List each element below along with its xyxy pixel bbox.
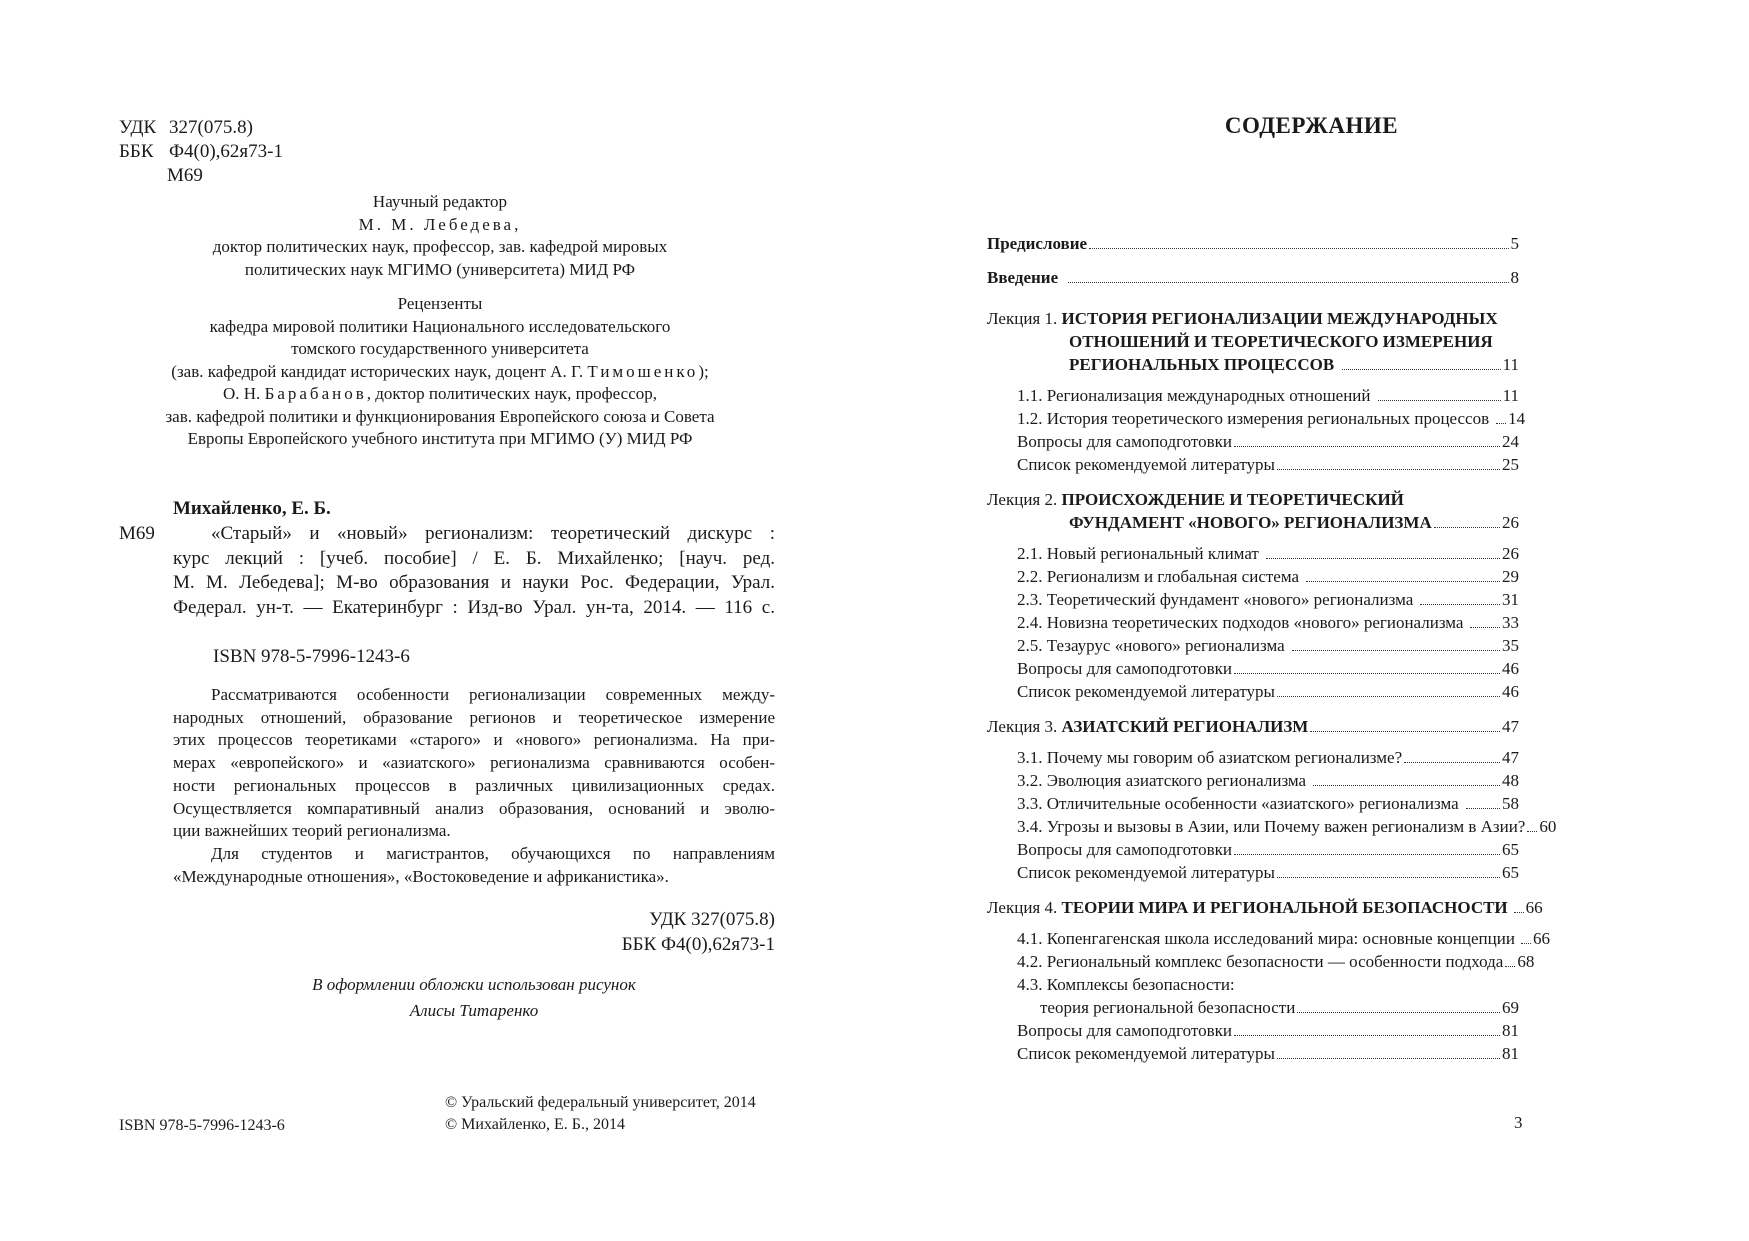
abstract-line-3: этих процессов теоретиками «старого» и «нового» регионализма. На при-: [173, 730, 775, 750]
toc-item[interactable]: [987, 769, 1519, 792]
toc-page: 81: [1502, 1044, 1519, 1063]
lecture-label: Лекция 4.: [987, 898, 1062, 917]
abstract-line-5: ности региональных процессов в различных цивилизационных средах.: [173, 775, 775, 795]
toc-item[interactable]: [987, 1042, 1519, 1065]
toc-leader: [1277, 696, 1500, 697]
toc-leader: [1310, 731, 1500, 732]
toc-leader: [1089, 248, 1508, 249]
toc-page: 35: [1502, 636, 1519, 655]
toc-item-title-line-1[interactable]: 4.3. Комплексы безопасности:: [1017, 975, 1235, 994]
udk-right: УДК 327(075.8): [649, 909, 775, 930]
scientific-editor: [100, 191, 780, 281]
abstract-audience-line-2: «Международные отношения», «Востоковедение и африканистика».: [173, 866, 669, 886]
toc-entry-title: Список рекомендуемой литературы: [1017, 1044, 1275, 1063]
toc-lecture-4[interactable]: [987, 896, 1543, 919]
editor-heading: Научный редактор: [372, 192, 508, 211]
isbn-bottom: ISBN 978-5-7996-1243-6: [119, 1117, 285, 1134]
toc-entry-title: 3.2. Эволюция азиатского регионализма: [1017, 771, 1307, 790]
toc-entry-title: 4.1. Копенгагенская школа исследований мира: основные концепции: [1017, 929, 1515, 948]
toc-leader: [1297, 1012, 1500, 1013]
toc-item[interactable]: [987, 588, 1519, 611]
toc-page: 68: [1517, 952, 1535, 971]
abstract: [173, 684, 775, 888]
toc-entry-title: Вопросы для самоподготовки: [1017, 432, 1233, 451]
toc-page: 69: [1502, 998, 1519, 1017]
abstract-line-4: мерах «европейского» и «азиатского» регионализма сравниваются особен-: [173, 753, 775, 773]
toc-intro[interactable]: [987, 266, 1519, 289]
cover-note-line-1: В оформлении обложки использован рисунок: [312, 975, 636, 994]
toc-page: 26: [1502, 544, 1519, 563]
reviewers-line-4c: , доктор политических наук, профессор,: [366, 384, 657, 403]
toc-page: 25: [1502, 455, 1519, 474]
toc-leader: [1470, 627, 1500, 628]
cover-note: [173, 972, 775, 1024]
toc-page: 5: [1510, 234, 1519, 253]
lecture-label: Лекция 1.: [987, 309, 1062, 328]
toc-preface[interactable]: [987, 232, 1519, 255]
bib-line-1: «Старый» и «новый» регионализм: теоретический дискурс :: [211, 523, 775, 544]
lecture-label: Лекция 2.: [987, 490, 1062, 509]
toc-page: 66: [1525, 898, 1543, 917]
editor-line-2: политических наук МГИМО (университета) МИД РФ: [244, 259, 636, 279]
bib-line-4: Федерал. ун-т. — Екатеринбург : Изд-во Урал. ун-та, 2014. — 116 с.: [173, 596, 775, 618]
toc-leader: [1234, 446, 1500, 447]
toc-leader: [1378, 400, 1501, 401]
toc-page: 33: [1502, 613, 1519, 632]
toc-leader: [1434, 527, 1500, 528]
toc-item[interactable]: [987, 680, 1519, 703]
toc-entry-title: 1.2. История теоретического измерения региональных процессов: [1017, 409, 1490, 428]
toc-leader: [1277, 877, 1500, 878]
toc-page: 46: [1502, 659, 1519, 678]
lecture-title-line: РЕГИОНАЛЬНЫХ ПРОЦЕССОВ: [1069, 355, 1335, 374]
toc-lecture-1-line-3[interactable]: [987, 353, 1519, 376]
right-page: [874, 0, 1749, 1241]
toc-item[interactable]: [987, 430, 1519, 453]
toc-page: 65: [1502, 840, 1519, 859]
reviewers-line-4: [100, 383, 780, 406]
reviewers-line-2: томского государственного университета: [291, 339, 589, 358]
toc-item[interactable]: [987, 542, 1519, 565]
toc-entry-title: 3.3. Отличительные особенности «азиатского» регионализма: [1017, 794, 1459, 813]
toc-page: 8: [1510, 268, 1519, 287]
toc-leader: [1527, 831, 1537, 832]
abstract-line-7: ции важнейших теорий регионализма.: [173, 821, 451, 841]
toc-entry-title: 1.1. Регионализация международных отношений: [1017, 386, 1371, 405]
lecture-title-line: ФУНДАМЕНТ «НОВОГО» РЕГИОНАЛИЗМА: [1069, 513, 1432, 532]
toc-entry-title: теория региональной безопасности: [1040, 998, 1296, 1017]
toc-item[interactable]: [987, 815, 1557, 838]
toc-entry-title: Список рекомендуемой литературы: [1017, 682, 1275, 701]
toc-item[interactable]: [987, 950, 1535, 973]
toc-entry-title: 2.3. Теоретический фундамент «нового» регионализма: [1017, 590, 1414, 609]
toc-entry-title: 2.2. Регионализм и глобальная система: [1017, 567, 1300, 586]
editor-line-1: доктор политических наук, профессор, зав. кафедрой мировых: [212, 237, 668, 256]
toc-leader: [1266, 558, 1500, 559]
toc-page: 11: [1502, 355, 1519, 374]
bib-line-2: курс лекций : [учеб. пособие] / Е. Б. Михайленко; [науч. ред.: [173, 547, 775, 569]
toc-lecture-3[interactable]: [987, 715, 1519, 738]
toc-item[interactable]: [987, 838, 1519, 861]
reviewers-heading: Рецензенты: [397, 294, 483, 313]
toc-item[interactable]: [987, 792, 1519, 815]
toc-entry-title: Вопросы для самоподготовки: [1017, 840, 1233, 859]
toc-item[interactable]: [987, 861, 1519, 884]
reviewers-line-6: Европы Европейского учебного института при МГИМО (У) МИД РФ: [187, 429, 693, 448]
toc-leader: [1277, 469, 1500, 470]
toc-item[interactable]: [987, 1019, 1519, 1042]
bbk-label: ББК: [119, 141, 154, 162]
bib-text: [119, 522, 775, 620]
copyright-line-1: © Уральский федеральный университет, 2014: [445, 1094, 756, 1111]
toc-page: 48: [1502, 771, 1519, 790]
toc-lecture-2-line-2[interactable]: [987, 511, 1519, 534]
toc-entry-title: Список рекомендуемой литературы: [1017, 455, 1275, 474]
toc-leader: [1068, 282, 1508, 283]
reviewer-name-1: Тимошенко: [587, 361, 699, 381]
toc-page: 26: [1502, 513, 1519, 532]
left-page: [0, 0, 874, 1241]
toc-item[interactable]: [987, 565, 1519, 588]
toc-leader: [1404, 762, 1500, 763]
reviewers-line-4a: О. Н.: [223, 384, 265, 403]
toc-entry-title: 3.1. Почему мы говорим об азиатском регионализме?: [1017, 748, 1403, 767]
reviewers-line-3c: );: [698, 361, 709, 381]
lecture-heading: [987, 715, 1310, 738]
toc-item[interactable]: [987, 611, 1519, 634]
toc-entry-title: Вопросы для самоподготовки: [1017, 1021, 1233, 1040]
cover-note-line-2: Алисы Титаренко: [409, 1001, 539, 1020]
toc-leader: [1521, 943, 1531, 944]
udk-value: 327(075.8): [169, 117, 253, 138]
lecture-title-line: ПРОИСХОЖДЕНИЕ И ТЕОРЕТИЧЕСКИЙ: [1061, 490, 1404, 509]
abstract-line-1: Рассматриваются особенности регионализации современных между-: [211, 685, 775, 704]
author-mark: М69: [167, 165, 203, 186]
toc-title: СОДЕРЖАНИЕ: [1224, 113, 1399, 138]
toc-page: 47: [1502, 717, 1519, 736]
toc-leader: [1505, 966, 1515, 967]
toc-entry-title: Список рекомендуемой литературы: [1017, 863, 1275, 882]
toc-item[interactable]: [987, 927, 1550, 950]
reviewers-line-3: [100, 361, 780, 384]
toc-item[interactable]: [987, 407, 1526, 430]
reviewers-line-1: кафедра мировой политики Национального исследовательского: [209, 316, 671, 336]
toc-page: 14: [1508, 409, 1526, 428]
toc-page: 24: [1502, 432, 1519, 451]
toc-entry-title: 4.2. Региональный комплекс безопасности — особенности подхода: [1017, 952, 1504, 971]
abstract-audience-line-1: Для студентов и магистрантов, обучающихся по направлениям: [211, 843, 775, 863]
toc-entry-title: 2.5. Тезаурус «нового» регионализма: [1017, 636, 1285, 655]
lecture-label: Лекция 3.: [987, 717, 1062, 736]
toc-page: 47: [1502, 748, 1519, 767]
classification-codes-right: [480, 907, 775, 957]
toc-leader: [1514, 912, 1524, 913]
toc-item[interactable]: [987, 746, 1519, 769]
lecture-title-line: ТЕОРИИ МИРА И РЕГИОНАЛЬНОЙ БЕЗОПАСНОСТИ: [1061, 898, 1508, 917]
toc-lecture-1-line-2: ОТНОШЕНИЙ И ТЕОРЕТИЧЕСКОГО ИЗМЕРЕНИЯ: [1069, 332, 1493, 351]
toc-page: 29: [1502, 567, 1519, 586]
copyright-line-2: © Михайленко, Е. Б., 2014: [445, 1116, 625, 1133]
toc-entry-title: 2.1. Новый региональный климат: [1017, 544, 1259, 563]
lecture-title-line: АЗИАТСКИЙ РЕГИОНАЛИЗМ: [1061, 717, 1309, 736]
toc-lecture-2-line-1[interactable]: [987, 488, 1519, 511]
classification-codes: [119, 116, 283, 188]
toc-leader: [1306, 581, 1500, 582]
toc-page: 58: [1502, 794, 1519, 813]
book-author: Михайленко, Е. Б.: [173, 498, 331, 519]
reviewers-line-3a: (зав. кафедрой кандидат исторических наук, доцент А. Г.: [171, 361, 588, 381]
toc-entry-title: Вопросы для самоподготовки: [1017, 659, 1233, 678]
abstract-line-6: Осуществляется компаративный анализ образования, оснований и эволю-: [173, 798, 775, 818]
bib-line-3: М. М. Лебедева]; М-во образования и науки Рос. Федерации, Урал.: [173, 572, 775, 593]
editor-name: М. М. Лебедева,: [358, 214, 522, 234]
toc-leader: [1466, 808, 1500, 809]
toc-entry-title: Введение: [987, 268, 1059, 287]
table-of-contents: [987, 232, 1557, 1065]
page-number: 3: [1514, 1113, 1523, 1132]
toc-page: 11: [1502, 386, 1519, 405]
toc-entry-title: 3.4. Угрозы и вызовы в Азии, или Почему важен регионализм в Азии?: [1017, 817, 1526, 836]
toc-lecture-1-line-1[interactable]: [987, 307, 1519, 330]
toc-entry-title: 2.4. Новизна теоретических подходов «нового» регионализма: [1017, 613, 1464, 632]
toc-item[interactable]: [987, 657, 1519, 680]
lecture-heading: [987, 896, 1510, 919]
bbk-right: ББК Ф4(0),62я73-1: [621, 934, 775, 955]
copyright: [445, 1092, 775, 1136]
toc-page: 65: [1502, 863, 1519, 882]
toc-entry-title: Предисловие: [987, 234, 1088, 253]
lecture-title-line: ИСТОРИЯ РЕГИОНАЛИЗАЦИИ МЕЖДУНАРОДНЫХ: [1061, 309, 1498, 328]
toc-item[interactable]: [987, 453, 1519, 476]
toc-item[interactable]: [987, 384, 1519, 407]
toc-item[interactable]: [987, 634, 1519, 657]
reviewer-name-2: Барабанов: [264, 384, 367, 403]
toc-leader: [1234, 1035, 1500, 1036]
toc-page: 60: [1539, 817, 1557, 836]
abstract-line-2: народных отношений, образование регионов и теоретическое измерение: [173, 707, 775, 727]
toc-page: 66: [1532, 929, 1550, 948]
toc-leader: [1292, 650, 1500, 651]
toc-leader: [1234, 673, 1500, 674]
bib-mark: М69: [119, 523, 155, 544]
isbn-middle: ISBN 978-5-7996-1243-6: [213, 646, 410, 667]
reviewers-line-5: зав. кафедрой политики и функционирования Европейского союза и Совета: [165, 406, 715, 426]
udk-label: УДК: [119, 117, 157, 138]
toc-leader: [1277, 1058, 1500, 1059]
toc-leader: [1342, 369, 1500, 370]
toc-page: 81: [1502, 1021, 1519, 1040]
bbk-value: Ф4(0),62я73-1: [169, 141, 283, 162]
toc-leader: [1234, 854, 1500, 855]
toc-page: 46: [1502, 682, 1519, 701]
toc-leader: [1420, 604, 1500, 605]
toc-item[interactable]: [987, 996, 1519, 1019]
bibliographic-record: [119, 522, 775, 620]
toc-page: 31: [1502, 590, 1519, 609]
reviewers: [100, 293, 780, 451]
toc-leader: [1313, 785, 1500, 786]
toc-leader: [1496, 423, 1506, 424]
